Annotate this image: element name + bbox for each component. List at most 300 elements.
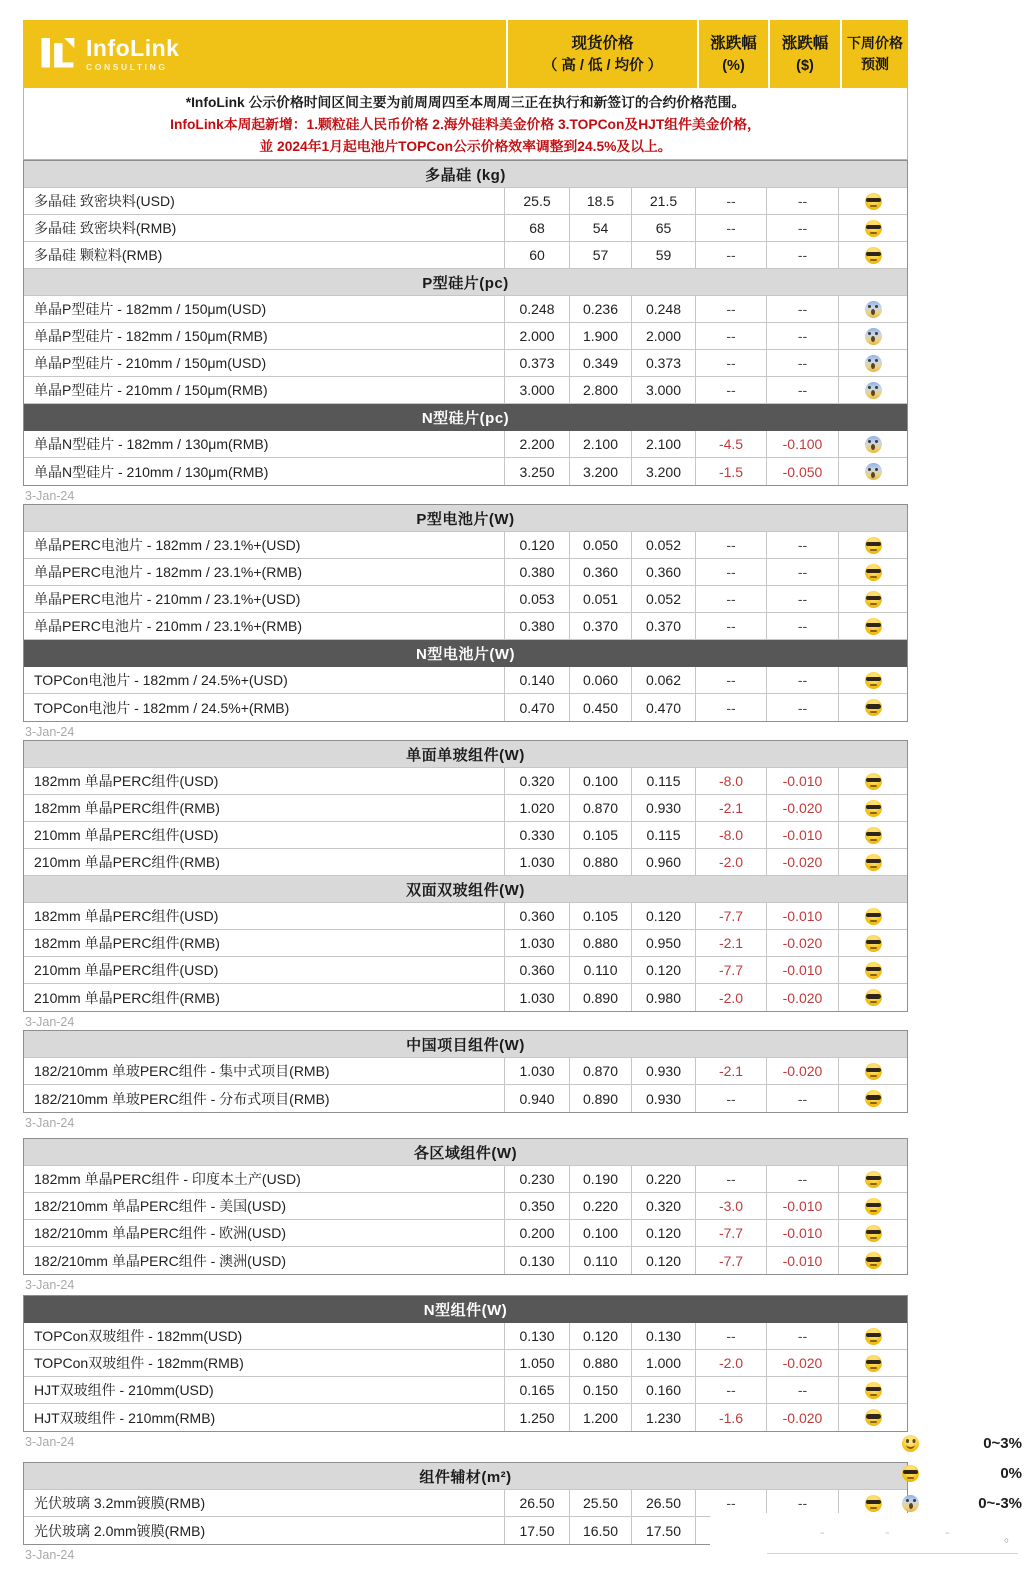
scream-face-icon (865, 301, 882, 318)
change-usd-cell: -- (767, 559, 839, 585)
high-price-cell: 0.380 (505, 559, 570, 585)
sunglasses-face-icon (865, 591, 882, 608)
section-title: N型电池片(W) (24, 640, 907, 667)
high-price-cell: 0.350 (505, 1193, 570, 1219)
table-row (24, 1350, 907, 1377)
item-name-cell: 210mm 单晶PERC组件(USD) (24, 957, 505, 983)
forecast-label-line1: 下周价格 (847, 35, 903, 51)
item-name-cell: 182mm 单晶PERC组件(USD) (24, 768, 505, 794)
watermark-edge-line (767, 1553, 1018, 1554)
change-usd-cell: -- (767, 188, 839, 214)
low-price-cell: 0.190 (570, 1166, 632, 1192)
table-row (24, 1247, 907, 1274)
avg-price-cell: 0.120 (632, 1220, 696, 1246)
section-title: 单面单玻组件(W) (24, 741, 907, 768)
forecast-cell (839, 377, 907, 403)
sunglasses-face-icon (865, 827, 882, 844)
avg-price-cell: 0.930 (632, 1085, 696, 1112)
item-name-cell: 单晶P型硅片 - 182mm / 150μm(USD) (24, 296, 505, 322)
avg-price-cell: 0.373 (632, 350, 696, 376)
table-row (24, 903, 907, 930)
low-price-cell: 2.100 (570, 431, 632, 457)
item-name-cell: 光伏玻璃 2.0mm镀膜(RMB) (24, 1517, 505, 1544)
high-price-cell: 0.230 (505, 1166, 570, 1192)
item-name-cell: 单晶PERC电池片 - 182mm / 23.1%+(RMB) (24, 559, 505, 585)
forecast-cell (839, 296, 907, 322)
sunglasses-face-icon (865, 193, 882, 210)
change-pct-cell: -- (696, 215, 767, 241)
column-header-spot-price (506, 20, 697, 88)
watermark-remnant: - (945, 1524, 950, 1540)
avg-price-cell: 0.950 (632, 930, 696, 956)
section-title: N型组件(W) (24, 1296, 907, 1323)
avg-price-cell: 0.360 (632, 559, 696, 585)
sunglasses-face-icon (865, 1063, 882, 1080)
forecast-cell (839, 903, 907, 929)
legend-label: 0~3% (983, 1434, 1022, 1452)
low-price-cell: 0.890 (570, 984, 632, 1011)
change-pct-cell: -- (696, 242, 767, 268)
change-usd-cell: -- (767, 323, 839, 349)
forecast-cell (839, 1377, 907, 1403)
section-title: 双面双玻组件(W) (24, 876, 907, 903)
item-name-cell: 单晶P型硅片 - 210mm / 150μm(USD) (24, 350, 505, 376)
item-name-cell: TOPCon电池片 - 182mm / 24.5%+(USD) (24, 667, 505, 693)
change-pct-cell: -- (696, 586, 767, 612)
high-price-cell: 0.470 (505, 694, 570, 721)
item-name-cell: TOPCon电池片 - 182mm / 24.5%+(RMB) (24, 694, 505, 721)
legend-item-up (902, 1428, 1024, 1458)
watermark-remnant: - (885, 1524, 890, 1540)
high-price-cell: 0.373 (505, 350, 570, 376)
sunglasses-face-icon (865, 1225, 882, 1242)
table-row (24, 1085, 907, 1112)
change-pct-cell: -- (696, 1377, 767, 1403)
sunglasses-face-icon (865, 935, 882, 952)
item-name-cell: 多晶硅 颗粒料(RMB) (24, 242, 505, 268)
table-row (24, 323, 907, 350)
scream-face-icon (902, 1495, 919, 1512)
low-price-cell: 0.360 (570, 559, 632, 585)
forecast-cell (839, 613, 907, 639)
section-title: 中国项目组件(W) (24, 1031, 907, 1058)
item-name-cell: HJT双玻组件 - 210mm(RMB) (24, 1404, 505, 1431)
scream-face-icon (865, 382, 882, 399)
price-table-group (23, 740, 908, 1012)
high-price-cell: 1.030 (505, 930, 570, 956)
change-usd-cell: -- (767, 296, 839, 322)
high-price-cell: 2.000 (505, 323, 570, 349)
legend-label: 0~-3% (978, 1494, 1022, 1512)
change-usd-cell: -0.020 (767, 1404, 839, 1431)
change-usd-cell: -0.020 (767, 984, 839, 1011)
forecast-cell (839, 930, 907, 956)
change-usd-cell: -- (767, 350, 839, 376)
forecast-cell (839, 849, 907, 875)
column-header-change-usd (768, 20, 840, 88)
legend-label: 0% (1000, 1464, 1022, 1482)
watermark-remnant: - (820, 1524, 825, 1540)
low-price-cell: 25.50 (570, 1490, 632, 1516)
change-pct-cell: -7.7 (696, 903, 767, 929)
low-price-cell: 0.236 (570, 296, 632, 322)
change-pct-cell: -- (696, 559, 767, 585)
item-name-cell: 单晶PERC电池片 - 182mm / 23.1%+(USD) (24, 532, 505, 558)
high-price-cell: 17.50 (505, 1517, 570, 1544)
forecast-cell (839, 795, 907, 821)
change-pct-cell: -7.7 (696, 1220, 767, 1246)
forecast-cell (839, 1220, 907, 1246)
section-title: 多晶硅 (kg) (24, 161, 907, 188)
section-title: P型电池片(W) (24, 505, 907, 532)
sunglasses-face-icon (865, 1252, 882, 1269)
sunglasses-face-icon (865, 1355, 882, 1372)
scream-face-icon (865, 328, 882, 345)
avg-price-cell: 0.370 (632, 613, 696, 639)
low-price-cell: 0.870 (570, 1058, 632, 1084)
price-sheet (23, 20, 908, 1563)
change-usd-cell: -0.050 (767, 458, 839, 485)
table-row (24, 1166, 907, 1193)
sunglasses-face-icon (865, 220, 882, 237)
change-pct-cell: -- (696, 532, 767, 558)
watermark-patch (710, 1513, 1022, 1548)
change-pct-cell: -- (696, 296, 767, 322)
low-price-cell: 0.880 (570, 1350, 632, 1376)
brand-subtitle: CONSULTING (86, 61, 168, 72)
forecast-cell (839, 559, 907, 585)
change-usd-cell: -0.020 (767, 1350, 839, 1376)
change-usd-cell: -- (767, 215, 839, 241)
forecast-cell (839, 822, 907, 848)
sunglasses-face-icon (865, 1090, 882, 1107)
low-price-cell: 1.900 (570, 323, 632, 349)
table-row (24, 431, 907, 458)
forecast-cell (839, 350, 907, 376)
change-usd-cell: -0.100 (767, 431, 839, 457)
table-row (24, 215, 907, 242)
forecast-cell (839, 957, 907, 983)
change-pct-cell: -- (696, 1323, 767, 1349)
high-price-cell: 0.200 (505, 1220, 570, 1246)
change-pct-cell: -- (696, 1166, 767, 1192)
infolink-logo-icon (39, 34, 76, 74)
item-name-cell: 单晶N型硅片 - 210mm / 130μm(RMB) (24, 458, 505, 485)
forecast-cell (839, 1166, 907, 1192)
sunglasses-face-icon (865, 908, 882, 925)
table-row (24, 768, 907, 795)
item-name-cell: 多晶硅 致密块料(USD) (24, 188, 505, 214)
table-row (24, 822, 907, 849)
change-pct-label: 涨跌幅 (710, 34, 757, 52)
avg-price-cell: 2.100 (632, 431, 696, 457)
forecast-cell (839, 323, 907, 349)
avg-price-cell: 0.130 (632, 1323, 696, 1349)
high-price-cell: 2.200 (505, 431, 570, 457)
item-name-cell: 182/210mm 单晶PERC组件 - 澳洲(USD) (24, 1247, 505, 1274)
item-name-cell: 单晶N型硅片 - 182mm / 130μm(RMB) (24, 431, 505, 457)
low-price-cell: 1.200 (570, 1404, 632, 1431)
sunglasses-face-icon (865, 1198, 882, 1215)
item-name-cell: TOPCon双玻组件 - 182mm(RMB) (24, 1350, 505, 1376)
change-pct-cell: -- (696, 350, 767, 376)
change-pct-cell: -7.7 (696, 1247, 767, 1274)
change-usd-cell: -0.020 (767, 1058, 839, 1084)
forecast-cell (839, 1085, 907, 1112)
sunglasses-face-icon (865, 800, 882, 817)
forecast-cell (839, 1404, 907, 1431)
change-usd-cell: -- (767, 1085, 839, 1112)
low-price-cell: 0.100 (570, 768, 632, 794)
sunglasses-face-icon (865, 1495, 882, 1512)
avg-price-cell: 26.50 (632, 1490, 696, 1516)
item-name-cell: TOPCon双玻组件 - 182mm(USD) (24, 1323, 505, 1349)
scream-face-icon (865, 436, 882, 453)
section-title: 各区域组件(W) (24, 1139, 907, 1166)
low-price-cell: 0.220 (570, 1193, 632, 1219)
forecast-cell (839, 694, 907, 721)
forecast-cell (839, 1323, 907, 1349)
change-usd-cell: -- (767, 377, 839, 403)
section-title: 组件辅材(m²) (24, 1463, 907, 1490)
item-name-cell: 光伏玻璃 3.2mm镀膜(RMB) (24, 1490, 505, 1516)
change-pct-cell: -2.0 (696, 849, 767, 875)
brand-name: InfoLink (86, 34, 180, 61)
change-pct-cell: -8.0 (696, 768, 767, 794)
change-pct-cell: -3.0 (696, 1193, 767, 1219)
price-table-group (23, 1138, 908, 1275)
table-row (24, 1323, 907, 1350)
low-price-cell: 18.5 (570, 188, 632, 214)
low-price-cell: 2.800 (570, 377, 632, 403)
forecast-cell (839, 768, 907, 794)
low-price-cell: 0.050 (570, 532, 632, 558)
price-table-group (23, 1295, 908, 1432)
sunglasses-face-icon (865, 854, 882, 871)
low-price-cell: 16.50 (570, 1517, 632, 1544)
forecast-cell (839, 458, 907, 485)
sunglasses-face-icon (865, 1382, 882, 1399)
table-row (24, 667, 907, 694)
smiling-face-icon (902, 1435, 919, 1452)
avg-price-cell: 0.470 (632, 694, 696, 721)
low-price-cell: 0.150 (570, 1377, 632, 1403)
high-price-cell: 1.050 (505, 1350, 570, 1376)
low-price-cell: 0.450 (570, 694, 632, 721)
change-usd-cell: -- (767, 1490, 839, 1516)
infolink-logo (39, 34, 179, 74)
forecast-cell (839, 984, 907, 1011)
high-price-cell: 3.250 (505, 458, 570, 485)
change-usd-cell: -0.010 (767, 1247, 839, 1274)
change-usd-cell: -0.010 (767, 822, 839, 848)
table-row (24, 377, 907, 404)
low-price-cell: 0.105 (570, 903, 632, 929)
date-label: 3-Jan-24 (25, 489, 75, 503)
table-row (24, 1220, 907, 1247)
avg-price-cell: 17.50 (632, 1517, 696, 1544)
change-pct-cell: -- (696, 377, 767, 403)
avg-price-cell: 0.960 (632, 849, 696, 875)
forecast-label-line2: 预测 (861, 56, 889, 72)
low-price-cell: 0.870 (570, 795, 632, 821)
change-pct-cell: -- (696, 323, 767, 349)
avg-price-cell: 0.115 (632, 768, 696, 794)
price-table-group (23, 504, 908, 722)
avg-price-cell: 65 (632, 215, 696, 241)
change-pct-cell: -2.1 (696, 1058, 767, 1084)
high-price-cell: 0.165 (505, 1377, 570, 1403)
change-pct-cell: -- (696, 667, 767, 693)
sunglasses-face-icon (865, 537, 882, 554)
high-price-cell: 1.030 (505, 984, 570, 1011)
spot-price-sublabel: （ 高 / 低 / 均价 ） (542, 57, 663, 74)
header-brand-area (23, 20, 506, 88)
spot-price-label: 现货价格 (571, 34, 634, 52)
notes-block (23, 88, 908, 160)
change-usd-cell: -- (767, 1323, 839, 1349)
change-pct-cell: -1.6 (696, 1404, 767, 1431)
high-price-cell: 1.250 (505, 1404, 570, 1431)
change-usd-sublabel: ($) (796, 57, 814, 74)
sunglasses-face-icon (865, 773, 882, 790)
sunglasses-face-icon (865, 699, 882, 716)
avg-price-cell: 0.052 (632, 586, 696, 612)
table-row (24, 1377, 907, 1404)
high-price-cell: 0.130 (505, 1323, 570, 1349)
table-row (24, 694, 907, 721)
avg-price-cell: 0.220 (632, 1166, 696, 1192)
change-usd-cell: -- (767, 586, 839, 612)
change-pct-cell: -2.0 (696, 984, 767, 1011)
change-pct-sublabel: (%) (722, 57, 745, 74)
item-name-cell: 182/210mm 单晶PERC组件 - 欧洲(USD) (24, 1220, 505, 1246)
avg-price-cell: 3.200 (632, 458, 696, 485)
change-usd-cell: -- (767, 1166, 839, 1192)
date-label: 3-Jan-24 (25, 725, 75, 739)
sunglasses-face-icon (865, 1171, 882, 1188)
item-name-cell: 182/210mm 单玻PERC组件 - 分布式项目(RMB) (24, 1085, 505, 1112)
avg-price-cell: 0.062 (632, 667, 696, 693)
change-usd-cell: -0.010 (767, 768, 839, 794)
high-price-cell: 26.50 (505, 1490, 570, 1516)
table-row (24, 1058, 907, 1085)
low-price-cell: 0.349 (570, 350, 632, 376)
avg-price-cell: 0.930 (632, 795, 696, 821)
date-label: 3-Jan-24 (25, 1015, 75, 1029)
change-pct-cell: -- (696, 613, 767, 639)
change-usd-cell: -- (767, 667, 839, 693)
table-row (24, 1193, 907, 1220)
date-label: 3-Jan-24 (25, 1116, 75, 1130)
table-row (24, 613, 907, 640)
low-price-cell: 0.105 (570, 822, 632, 848)
forecast-cell (839, 431, 907, 457)
table-row (24, 930, 907, 957)
high-price-cell: 0.940 (505, 1085, 570, 1112)
change-usd-cell: -0.020 (767, 795, 839, 821)
table-row (24, 296, 907, 323)
high-price-cell: 0.120 (505, 532, 570, 558)
avg-price-cell: 2.000 (632, 323, 696, 349)
change-pct-cell: -- (696, 1490, 767, 1516)
change-usd-cell: -- (767, 613, 839, 639)
avg-price-cell: 0.115 (632, 822, 696, 848)
item-name-cell: 182/210mm 单玻PERC组件 - 集中式项目(RMB) (24, 1058, 505, 1084)
change-pct-cell: -7.7 (696, 957, 767, 983)
high-price-cell: 0.360 (505, 957, 570, 983)
high-price-cell: 0.130 (505, 1247, 570, 1274)
change-pct-cell: -2.1 (696, 795, 767, 821)
table-row (24, 188, 907, 215)
item-name-cell: 182/210mm 单晶PERC组件 - 美国(USD) (24, 1193, 505, 1219)
sunglasses-face-icon (865, 672, 882, 689)
item-name-cell: 182mm 单晶PERC组件(RMB) (24, 930, 505, 956)
table-row (24, 1404, 907, 1431)
watermark-remnant-dot: 。 (1004, 1529, 1018, 1544)
low-price-cell: 0.880 (570, 930, 632, 956)
high-price-cell: 0.380 (505, 613, 570, 639)
low-price-cell: 0.051 (570, 586, 632, 612)
low-price-cell: 0.110 (570, 1247, 632, 1274)
table-row (24, 795, 907, 822)
section-title: N型硅片(pc) (24, 404, 907, 431)
low-price-cell: 54 (570, 215, 632, 241)
high-price-cell: 0.248 (505, 296, 570, 322)
sunglasses-face-icon (865, 564, 882, 581)
item-name-cell: HJT双玻组件 - 210mm(USD) (24, 1377, 505, 1403)
section-title: P型硅片(pc) (24, 269, 907, 296)
high-price-cell: 0.320 (505, 768, 570, 794)
forecast-cell (839, 1193, 907, 1219)
forecast-cell (839, 586, 907, 612)
avg-price-cell: 0.052 (632, 532, 696, 558)
note-new-items: InfoLink本周起新增：1.颗粒硅人民币价格 2.海外硅料美金价格 3.TOPCon及HJT组件美金价格， (170, 117, 761, 132)
forecast-cell (839, 532, 907, 558)
table-row (24, 559, 907, 586)
price-table-group (23, 160, 908, 486)
low-price-cell: 0.890 (570, 1085, 632, 1112)
low-price-cell: 0.060 (570, 667, 632, 693)
table-row (24, 532, 907, 559)
forecast-cell (839, 188, 907, 214)
low-price-cell: 0.880 (570, 849, 632, 875)
table-row (24, 849, 907, 876)
change-usd-cell: -0.020 (767, 849, 839, 875)
sunglasses-face-icon (865, 1328, 882, 1345)
tables-container (23, 160, 908, 1563)
avg-price-cell: 0.930 (632, 1058, 696, 1084)
sunglasses-face-icon (902, 1465, 919, 1482)
item-name-cell: 182mm 单晶PERC组件 - 印度本土产(USD) (24, 1166, 505, 1192)
forecast-cell (839, 667, 907, 693)
date-label: 3-Jan-24 (25, 1435, 75, 1449)
item-name-cell: 单晶P型硅片 - 210mm / 150μm(RMB) (24, 377, 505, 403)
low-price-cell: 57 (570, 242, 632, 268)
forecast-cell (839, 215, 907, 241)
high-price-cell: 1.020 (505, 795, 570, 821)
item-name-cell: 182mm 单晶PERC组件(RMB) (24, 795, 505, 821)
table-row (24, 586, 907, 613)
change-pct-cell: -2.0 (696, 1350, 767, 1376)
low-price-cell: 0.370 (570, 613, 632, 639)
low-price-cell: 3.200 (570, 458, 632, 485)
change-usd-cell: -- (767, 694, 839, 721)
change-usd-cell: -0.010 (767, 1193, 839, 1219)
high-price-cell: 0.053 (505, 586, 570, 612)
high-price-cell: 1.030 (505, 1058, 570, 1084)
avg-price-cell: 1.000 (632, 1350, 696, 1376)
